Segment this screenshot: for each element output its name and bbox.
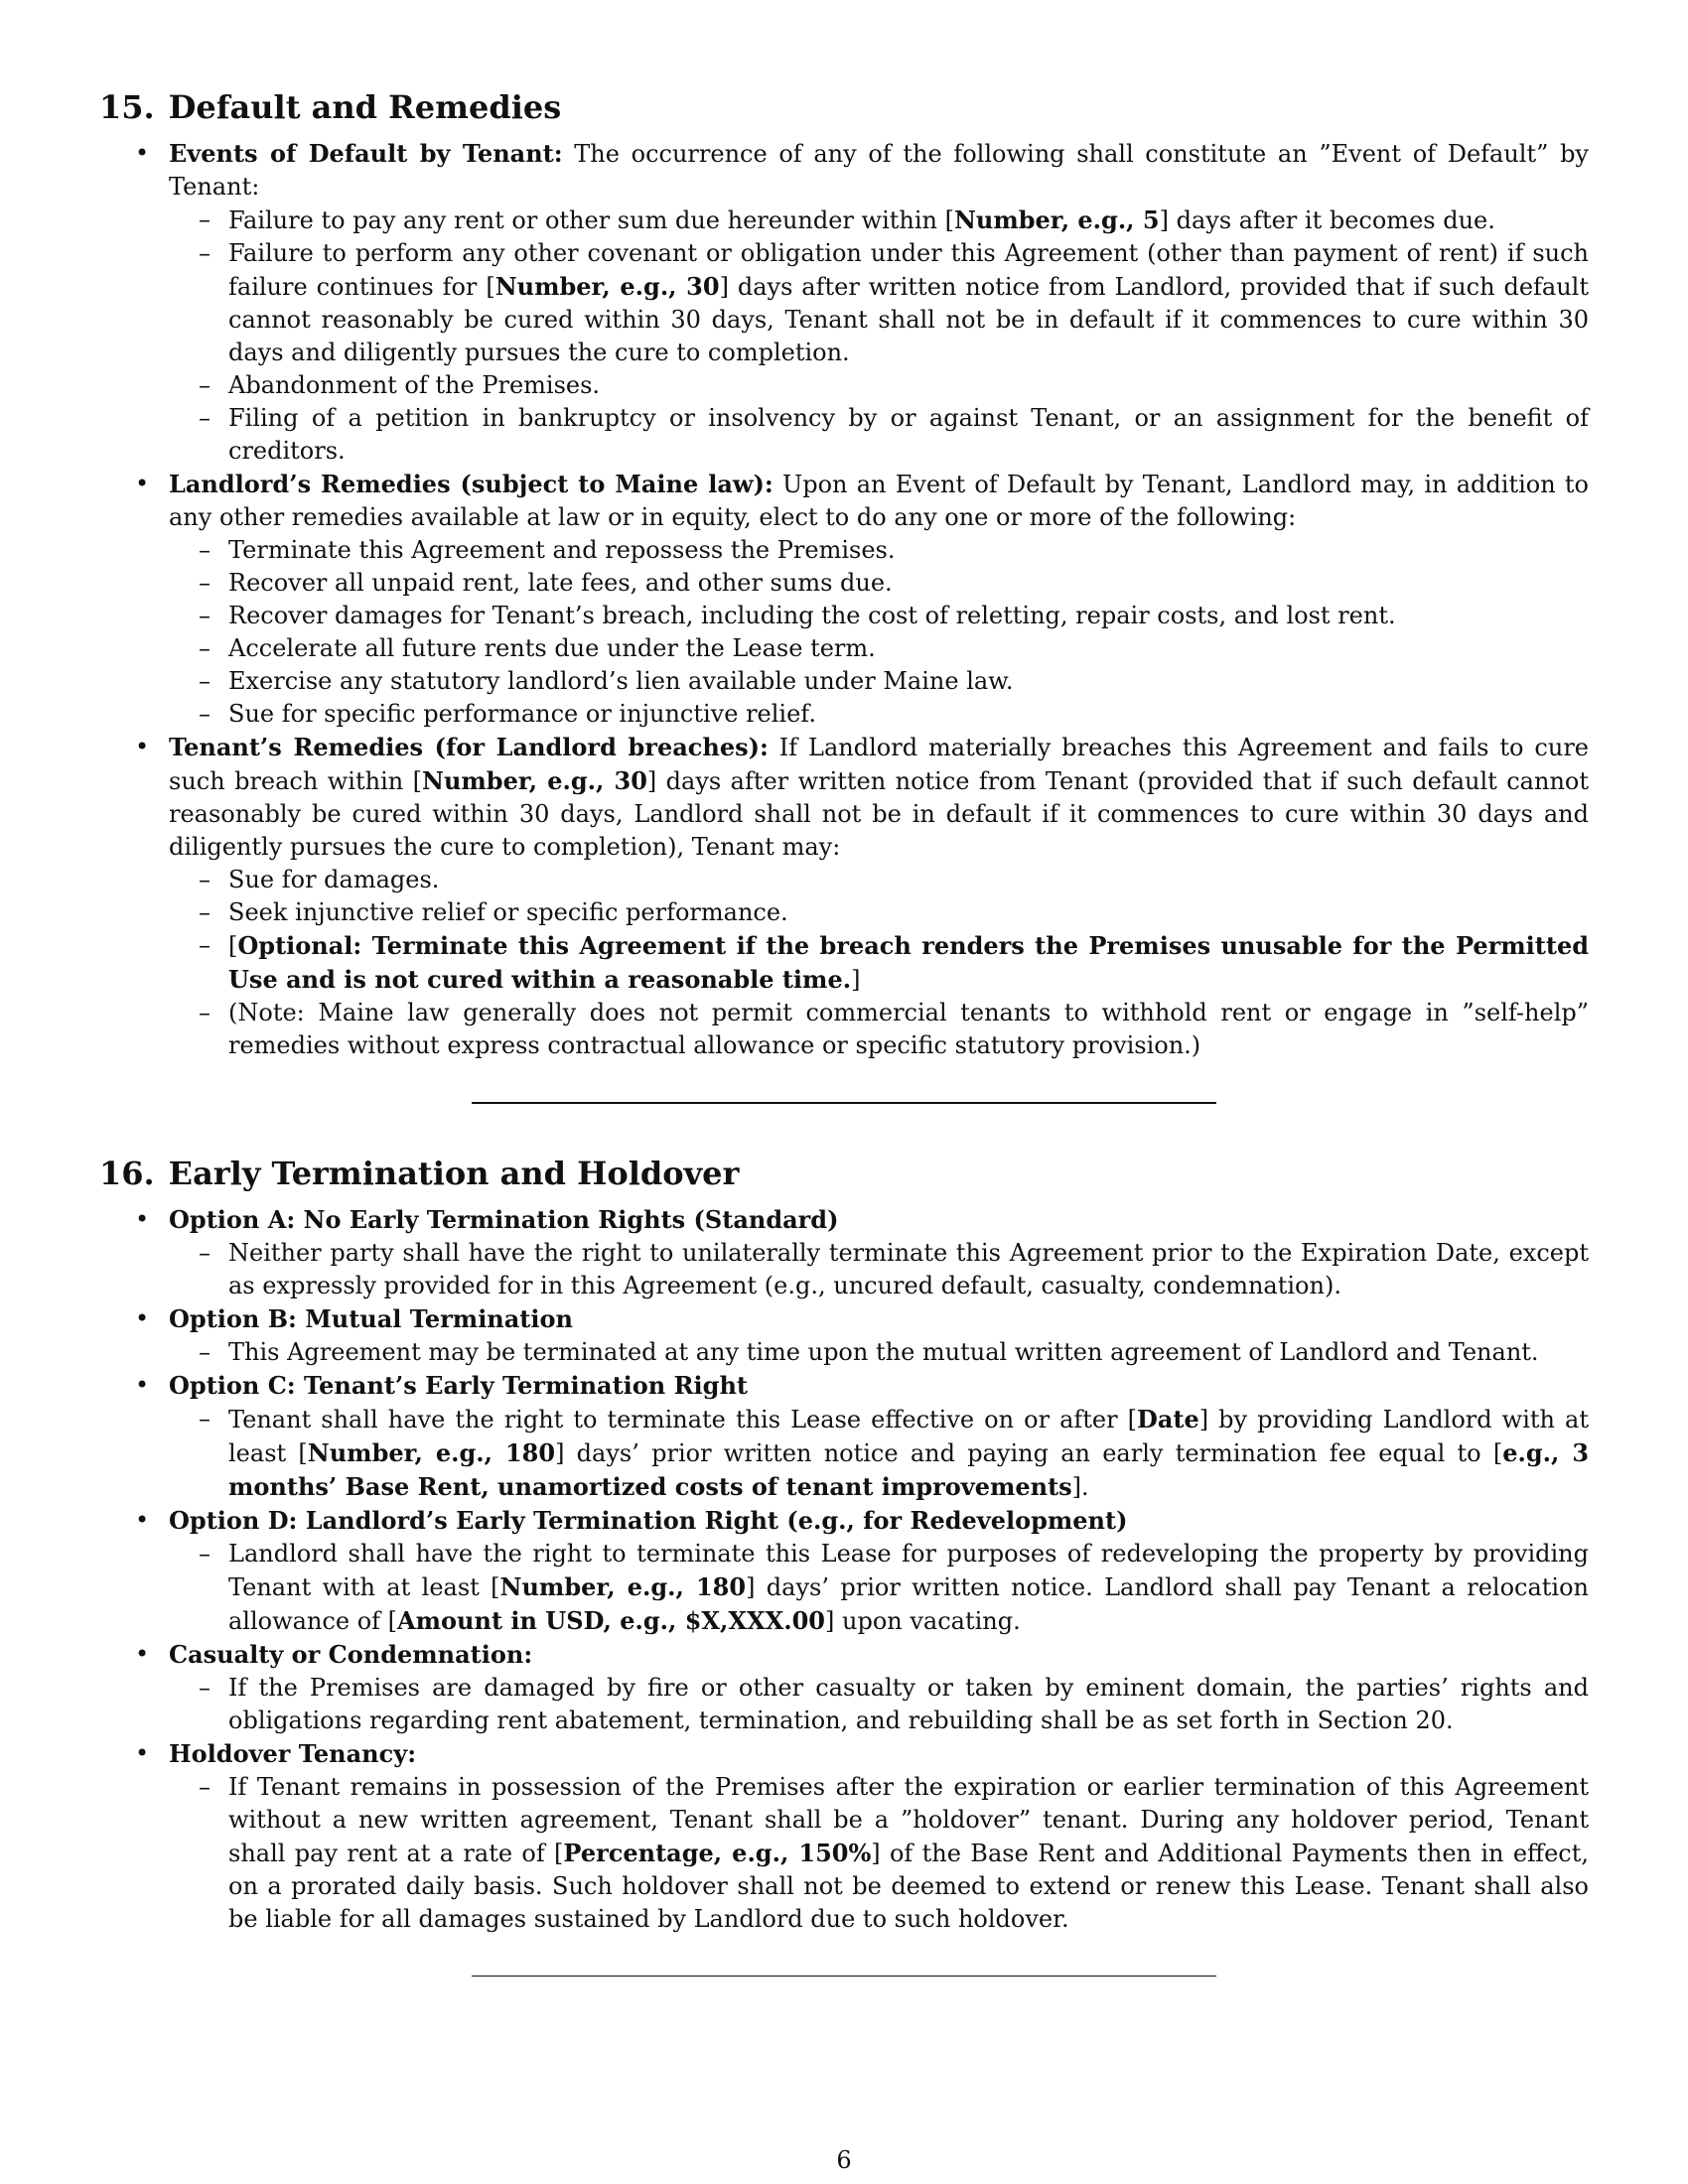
tenant-remedies-text-a: If Landlord materially breaches this Agreement and fails to cure such breach within [ bbox=[169, 734, 1589, 795]
section-15-heading bbox=[99, 87, 1589, 127]
list-item: – Exercise any statutory landlord’s lien available under Maine law. bbox=[169, 665, 1589, 698]
list-item bbox=[169, 1538, 1589, 1638]
default-rent-text-a: Failure to pay any rent or other sum due hereunder within [ bbox=[228, 206, 954, 234]
option-d-sublist bbox=[169, 1538, 1589, 1638]
default-rent-placeholder: Number, e.g., 5 bbox=[953, 205, 1160, 234]
default-rent-text-b: ] days after it becomes due. bbox=[1159, 206, 1495, 234]
landlord-remedies-sublist bbox=[169, 534, 1589, 731]
events-of-default-label: Events of Default by Tenant: bbox=[169, 139, 563, 168]
option-b-item bbox=[99, 1302, 1589, 1369]
landlord-remedies-text: Upon an Event of Default by Tenant, Landlord may, in addition to any other remedies available at law or in equity, elect to do any one or more of the following: bbox=[169, 471, 1589, 531]
section-divider bbox=[472, 1976, 1216, 1977]
bracket-close: ] bbox=[851, 966, 861, 994]
list-item: – Recover all unpaid rent, late fees, and other sums due. bbox=[169, 567, 1589, 600]
events-of-default-sublist bbox=[169, 204, 1589, 468]
holdover-label: Holdover Tenancy: bbox=[169, 1739, 417, 1768]
option-b-sublist bbox=[169, 1336, 1589, 1369]
option-a-label: Option A: No Early Termination Rights (Standard) bbox=[169, 1205, 839, 1234]
document-page bbox=[99, 87, 1589, 2026]
option-c-text-2: ] by providing Landlord with at least [ bbox=[228, 1406, 1589, 1467]
optional-terminate-item bbox=[169, 929, 1589, 997]
default-abandonment-item: – Abandonment of the Premises. bbox=[169, 369, 1589, 402]
option-c-fee-placeholder: e.g., 3 months’ Base Rent, unamortized costs of tenant improvements bbox=[228, 1438, 1590, 1501]
default-rent-item bbox=[169, 204, 1589, 237]
landlord-remedies-item bbox=[99, 468, 1589, 731]
option-c-date-placeholder: Date bbox=[1137, 1405, 1199, 1433]
bracket-open: [ bbox=[228, 932, 238, 960]
holdover-percentage-placeholder: Percentage, e.g., 150% bbox=[563, 1839, 872, 1867]
casualty-label: Casualty or Condemnation: bbox=[169, 1640, 533, 1669]
section-16-title: Early Termination and Holdover bbox=[168, 1155, 740, 1192]
events-of-default-item bbox=[99, 137, 1589, 468]
list-item: – Recover damages for Tenant’s breach, including the cost of reletting, repair costs, and lost rent. bbox=[169, 600, 1589, 632]
option-b-label: Option B: Mutual Termination bbox=[169, 1304, 573, 1333]
section-15-list bbox=[99, 137, 1589, 1062]
option-c-label: Option C: Tenant’s Early Termination Right bbox=[169, 1371, 748, 1400]
section-16-heading bbox=[99, 1154, 1589, 1193]
list-item bbox=[169, 1771, 1589, 1936]
holdover-text-1: If Tenant remains in possession of the Premises after the expiration or earlier termination of this Agreement without a new written agreement, Tenant shall be a ”holdover” tenant. During any holdover period, Tenant shall pay rent at a rate of [ bbox=[228, 1773, 1589, 1867]
default-covenant-text-a: Failure to perform any other covenant or obligation under this Agreement (other than payment of rent) if such failure continues for [ bbox=[228, 239, 1589, 301]
holdover-item bbox=[99, 1737, 1589, 1936]
option-a-sublist bbox=[169, 1237, 1589, 1302]
list-item: – Seek injunctive relief or specific performance. bbox=[169, 896, 1589, 929]
option-c-item bbox=[99, 1369, 1589, 1504]
list-item bbox=[169, 1403, 1589, 1504]
list-item: – Sue for damages. bbox=[169, 864, 1589, 896]
option-d-item bbox=[99, 1504, 1589, 1638]
option-a-item bbox=[99, 1203, 1589, 1302]
option-d-text-2: ] days’ prior written notice. Landlord shall pay Tenant a relocation allowance of [ bbox=[228, 1573, 1589, 1635]
section-15-title: Default and Remedies bbox=[168, 88, 562, 126]
option-c-text-3: ] days’ prior written notice and paying an early termination fee equal to [ bbox=[555, 1439, 1503, 1467]
events-of-default-text: The occurrence of any of the following shall constitute an ”Event of Default” by Tenant: bbox=[169, 140, 1589, 201]
option-c-sublist bbox=[169, 1403, 1589, 1504]
section-16-number: 16. bbox=[99, 1155, 155, 1192]
section-divider bbox=[472, 1102, 1216, 1104]
tenant-remedies-sublist bbox=[169, 864, 1589, 1062]
maine-law-note: – (Note: Maine law generally does not permit commercial tenants to withhold rent or engage in ”self-help” remedies without express contractual allowance or specific statutory provision.) bbox=[169, 997, 1589, 1062]
tenant-remedies-text-b: ] days after written notice from Tenant (provided that if such default cannot reasonably be cured within 30 days, Landlord shall not be in default if it commences to cure within 30 days and diligently pursues the cure to completion), Tenant may: bbox=[169, 767, 1590, 861]
option-d-text-3: ] upon vacating. bbox=[825, 1607, 1021, 1635]
casualty-sublist bbox=[169, 1672, 1589, 1737]
option-c-notice-placeholder: Number, e.g., 180 bbox=[307, 1438, 556, 1467]
optional-terminate-text: Optional: Terminate this Agreement if the breach renders the Premises unusable for the Permitted Use and is not cured within a reasonable time. bbox=[228, 931, 1589, 994]
section-16-list bbox=[99, 1203, 1589, 1936]
default-covenant-placeholder: Number, e.g., 30 bbox=[494, 272, 720, 301]
tenant-remedies-placeholder: Number, e.g., 30 bbox=[422, 766, 647, 795]
section-15-number: 15. bbox=[99, 88, 155, 126]
option-d-notice-placeholder: Number, e.g., 180 bbox=[499, 1572, 747, 1601]
default-bankruptcy-item: – Filing of a petition in bankruptcy or insolvency by or against Tenant, or an assignment for the benefit of creditors. bbox=[169, 402, 1589, 468]
list-item: – This Agreement may be terminated at any time upon the mutual written agreement of Landlord and Tenant. bbox=[169, 1336, 1589, 1369]
option-d-amount-placeholder: Amount in USD, e.g., $X,XXX.00 bbox=[397, 1606, 825, 1635]
list-item: – Terminate this Agreement and repossess the Premises. bbox=[169, 534, 1589, 567]
tenant-remedies-label: Tenant’s Remedies (for Landlord breaches): bbox=[169, 733, 769, 761]
list-item: – Neither party shall have the right to unilaterally terminate this Agreement prior to the Expiration Date, except as expressly provided for in this Agreement (e.g., uncured default, casualty, condemnation). bbox=[169, 1237, 1589, 1302]
option-c-text-4: ]. bbox=[1071, 1473, 1089, 1501]
default-covenant-text-b: ] days after written notice from Landlord, provided that if such default cannot reasonably be cured within 30 days, Tenant shall not be in default if it commences to cure within 30 days and diligently pursues the cure to completion. bbox=[228, 273, 1589, 366]
option-c-text-1: Tenant shall have the right to terminate this Lease effective on or after [ bbox=[228, 1406, 1138, 1433]
list-item: – Accelerate all future rents due under the Lease term. bbox=[169, 632, 1589, 665]
holdover-text-2: ] of the Base Rent and Additional Payments then in effect, on a prorated daily basis. Such holdover shall not be deemed to extend or renew this Lease. Tenant shall also be liable for all damages sustained by Landlord due to such holdover. bbox=[228, 1840, 1589, 1933]
option-d-text-1: Landlord shall have the right to terminate this Lease for purposes of redeveloping the property by providing Tenant with at least [ bbox=[228, 1540, 1589, 1601]
landlord-remedies-label: Landlord’s Remedies (subject to Maine law): bbox=[169, 470, 774, 498]
option-d-label: Option D: Landlord’s Early Termination Right (e.g., for Redevelopment) bbox=[169, 1506, 1128, 1535]
page-number: 6 bbox=[836, 2146, 852, 2174]
default-covenant-item bbox=[169, 237, 1589, 369]
tenant-remedies-item bbox=[99, 731, 1589, 1062]
holdover-sublist bbox=[169, 1771, 1589, 1936]
list-item: – Sue for specific performance or injunctive relief. bbox=[169, 698, 1589, 731]
list-item: – If the Premises are damaged by fire or other casualty or taken by eminent domain, the parties’ rights and obligations regarding rent abatement, termination, and rebuilding shall be as set forth in Section 20. bbox=[169, 1672, 1589, 1737]
casualty-item bbox=[99, 1638, 1589, 1737]
